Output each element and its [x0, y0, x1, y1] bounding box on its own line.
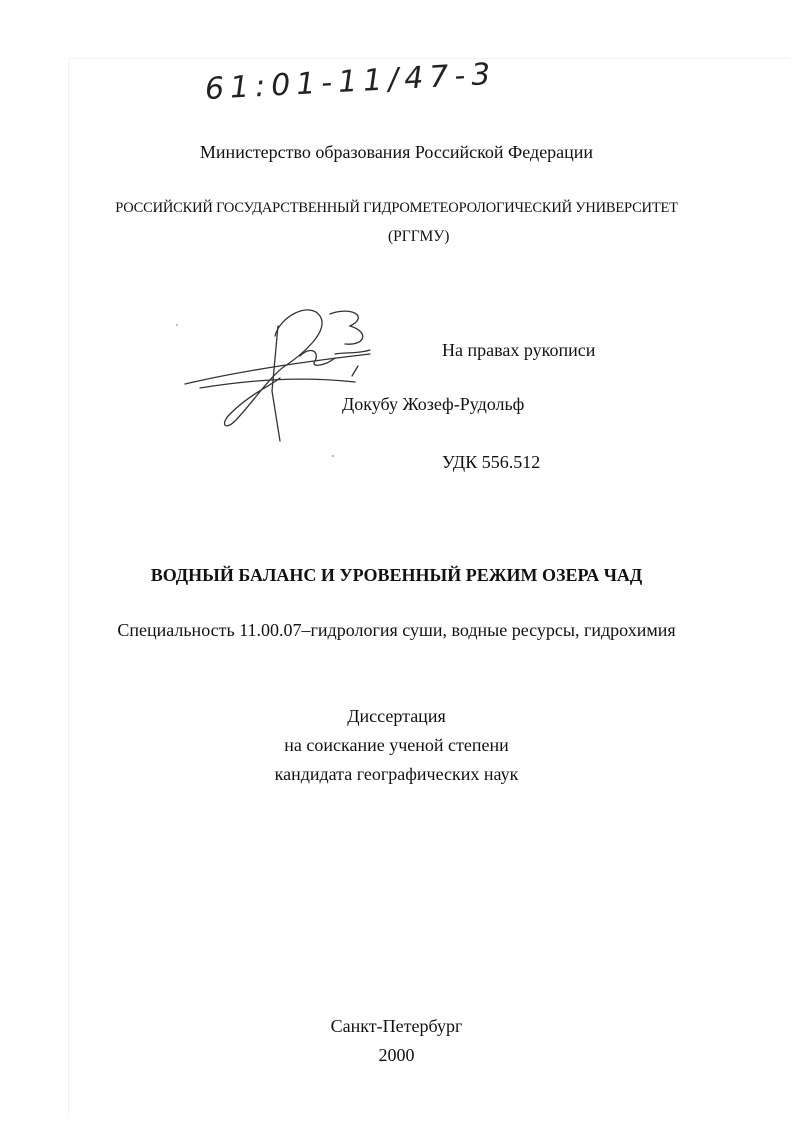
- university-abbreviation: (РГГМУ): [388, 228, 450, 245]
- udc-code: УДК 556.512: [442, 452, 541, 472]
- document-type: Диссертация: [347, 706, 446, 726]
- ministry-line: Министерство образования Российской Федерации: [199, 142, 594, 162]
- scan-speck: [176, 324, 178, 326]
- author-signature: [180, 296, 380, 446]
- city: Санкт-Петербург: [330, 1016, 463, 1036]
- thesis-title: ВОДНЫЙ БАЛАНС И УРОВЕННЫЙ РЕЖИМ ОЗЕРА ЧАД: [150, 565, 643, 585]
- degree-field-line: кандидата географических наук: [274, 764, 519, 784]
- author-name: Докубу Жозеф-Рудольф: [342, 394, 525, 414]
- manuscript-rights-note: На правах рукописи: [442, 340, 596, 360]
- year: 2000: [378, 1045, 415, 1065]
- degree-line: на соискание ученой степени: [284, 735, 509, 755]
- handwritten-archive-code: 61:01-11/47-3: [204, 56, 498, 107]
- university-name: РОССИЙСКИЙ ГОСУДАРСТВЕННЫЙ ГИДРОМЕТЕОРОЛОГИЧЕСКИЙ УНИВЕРСИТЕТ: [115, 200, 678, 216]
- specialty-line: Специальность 11.00.07–гидрология суши, водные ресурсы, гидрохимия: [117, 620, 676, 640]
- scan-speck: [332, 455, 334, 457]
